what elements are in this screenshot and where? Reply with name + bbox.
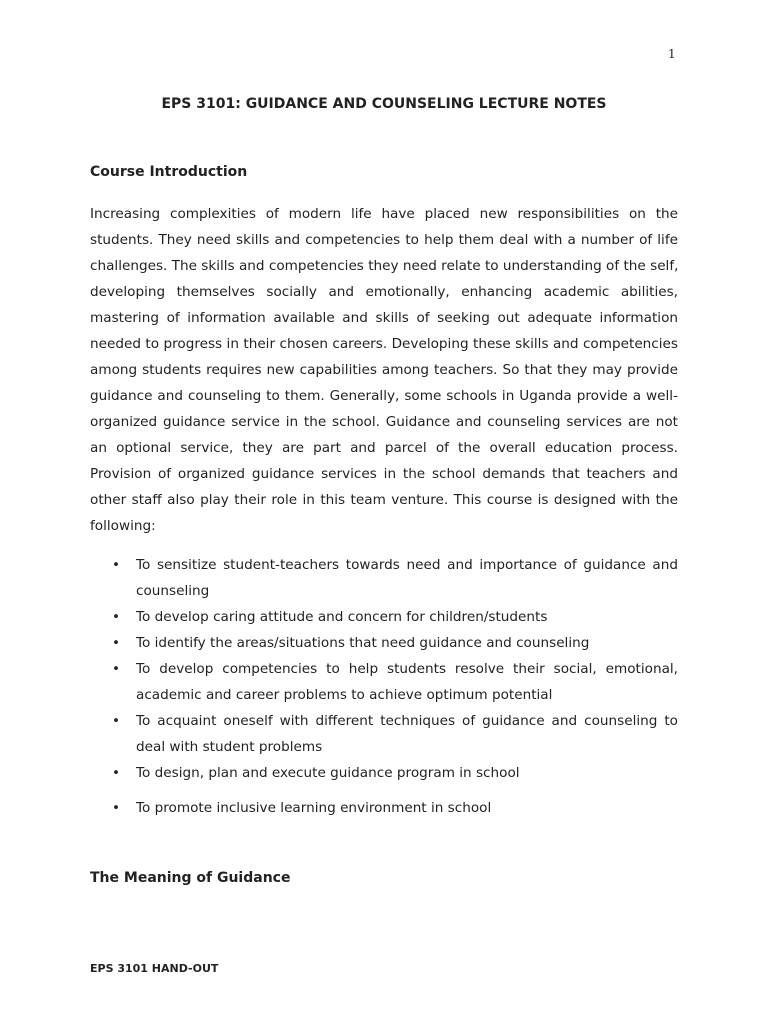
- list-item-text: To sensitize student-teachers towards need and importance of guidance and: [136, 557, 678, 573]
- paragraph-line: Provision of organized guidance services in the school demands that teachers and: [90, 466, 678, 482]
- list-item-text: To develop caring attitude and concern for children/students: [136, 609, 548, 625]
- list-item-text: academic and career problems to achieve optimum potential: [136, 687, 553, 703]
- paragraph-line: following:: [90, 518, 156, 534]
- paragraph-line: needed to progress in their chosen careers. Developing these skills and competencies: [90, 336, 678, 352]
- paragraph-line: organized guidance service in the school. Guidance and counseling services are not: [90, 414, 678, 430]
- paragraph-line: developing themselves socially and emotionally, enhancing academic abilities,: [90, 284, 678, 300]
- paragraph-line: mastering of information available and skills of seeking out adequate information: [90, 310, 678, 326]
- list-item: [90, 633, 678, 653]
- document-title: EPS 3101: GUIDANCE AND COUNSELING LECTURE NOTES: [161, 96, 607, 112]
- list-item-text: To design, plan and execute guidance program in school: [136, 765, 520, 781]
- list-item-text: To identify the areas/situations that need guidance and counseling: [136, 635, 590, 651]
- bullet-icon: •: [112, 661, 121, 677]
- list-item-text: To develop competencies to help students resolve their social, emotional,: [136, 661, 678, 677]
- page-number: 1: [668, 47, 676, 61]
- list-item: [90, 607, 678, 627]
- bullet-icon: •: [112, 635, 121, 651]
- paragraph-line: challenges. The skills and competencies they need relate to understanding of the self,: [90, 258, 679, 274]
- list-item: [90, 763, 678, 783]
- footer-text: EPS 3101 HAND-OUT: [90, 962, 219, 975]
- bullet-icon: •: [112, 557, 121, 573]
- paragraph-line: among students requires new capabilities among teachers. So that they may provide: [90, 362, 678, 378]
- list-item-text: deal with student problems: [136, 739, 323, 755]
- paragraph-line: guidance and counseling to them. Generally, some schools in Uganda provide a well-: [90, 388, 678, 404]
- bullet-icon: •: [112, 609, 121, 625]
- objectives-list: [90, 555, 678, 824]
- bullet-icon: •: [112, 800, 121, 816]
- paragraph-line: other staff also play their role in this team venture. This course is designed with the: [90, 492, 678, 508]
- intro-paragraph: [90, 204, 678, 542]
- paragraph-line: an optional service, they are part and parcel of the overall education process.: [90, 440, 678, 456]
- paragraph-line: Increasing complexities of modern life have placed new responsibilities on the: [90, 206, 678, 222]
- list-item-text: counseling: [136, 583, 210, 599]
- list-item: [90, 711, 678, 757]
- paragraph-line: students. They need skills and competencies to help them deal with a number of life: [90, 232, 678, 248]
- list-item: [90, 555, 678, 601]
- list-item-text: To acquaint oneself with different techniques of guidance and counseling to: [136, 713, 678, 729]
- list-item-text: To promote inclusive learning environment in school: [136, 800, 492, 816]
- list-item: [90, 798, 678, 818]
- bullet-icon: •: [112, 765, 121, 781]
- list-item: [90, 659, 678, 705]
- bullet-icon: •: [112, 713, 121, 729]
- heading-course-introduction: Course Introduction: [90, 164, 248, 180]
- heading-meaning-of-guidance: The Meaning of Guidance: [90, 870, 291, 886]
